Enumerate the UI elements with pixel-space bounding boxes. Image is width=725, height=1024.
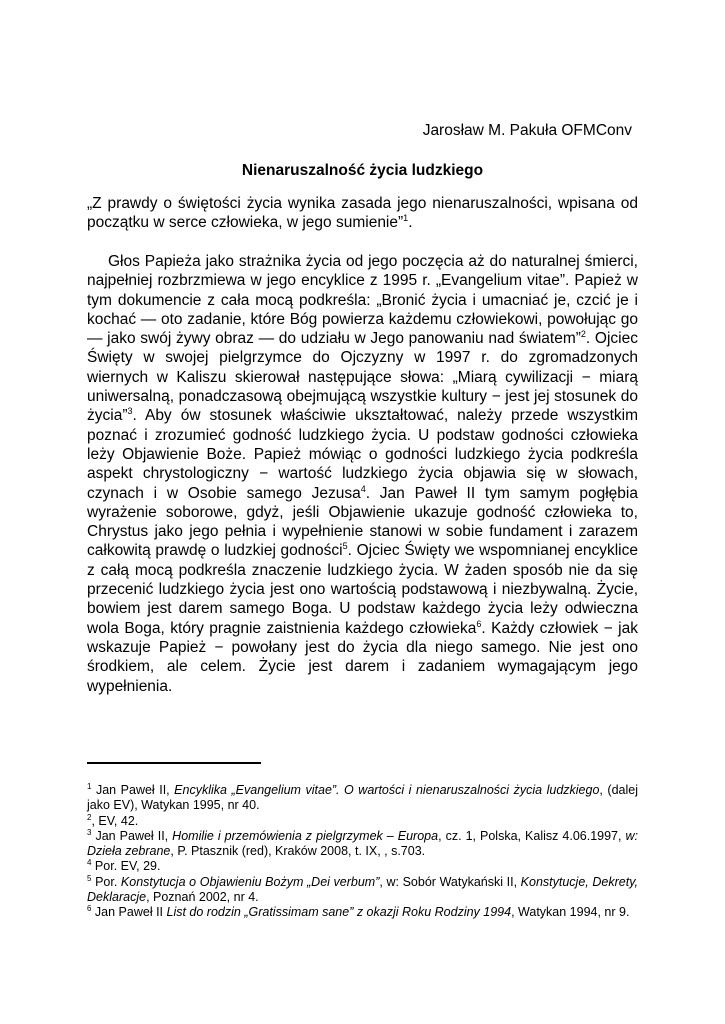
footnote-number: 1 (87, 781, 92, 791)
paragraph-text: . Jan Paweł II tym samym pogłębia wyrażenie soborowe, gdyż, jeśli Objawienie ukazuje godność człowieka to, Chrystus jako jego pełnia i wypełnienie stanowi w sobie fundament i zarazem całkowitą prawdę o ludzkiej godności (87, 484, 638, 560)
footnote-text: Por. (91, 874, 121, 889)
footnote-italic-title: Homilie i przemówienia z pielgrzymek – Europa (172, 828, 439, 843)
footnote-ref[interactable]: 5 (342, 541, 348, 552)
footnote-number: 2 (87, 812, 92, 822)
footnote-ref[interactable]: 3 (127, 406, 133, 417)
opening-quote (87, 194, 638, 233)
footnote-ref[interactable]: 6 (476, 618, 482, 629)
footnote-3 (87, 829, 638, 860)
footnote-text: , P. Ptasznik (red), Kraków 2008, t. IX, , s.703. (170, 844, 426, 859)
paragraph-text: Głos Papieża jako strażnika życia od jego poczęcia aż do naturalnej śmierci, najpełniej rozbrzmiewa w jego encyklice z 1995 r. „Evangelium vitae”. Papież w tym dokumencie z cała mocą podkreśla: „Bronić życia i umacniać je, czcić je i kochać — oto zadanie, które Bóg powierza każdemu człowiekowi, powołując go — jako swój żywy obraz — do udziału w Jego panowaniu nad światem” (87, 253, 638, 348)
footnote-5 (87, 875, 638, 906)
footnote-text: Jan Paweł II, (91, 828, 173, 843)
footnote-text: , w: Sobór Watykański II, (379, 874, 521, 889)
footnote-text: Jan Paweł II, (91, 783, 175, 797)
footnote-text: , Watykan 1994, nr 9. (511, 905, 630, 920)
footnote-italic-title: Konstytucja o Objawieniu Bożym „Dei verbum” (120, 874, 380, 889)
paragraph-text: . Aby ów stosunek właściwie ukształtować, należy przede wszystkim poznać i zrozumieć godność ludzkiego życia. U podstaw godności człowieka leży Objawienie Boże. Papież mówiąc o godności ludzkiego życia podkreśla aspekt chrystologiczny − wartość ludzkiego życia objawia się w słowach, czynach i w Osobie samego Jezusa (87, 407, 638, 502)
footnote-ref[interactable]: 2 (580, 329, 586, 340)
quote-end: . (408, 214, 413, 232)
footnote-1 (87, 783, 638, 814)
footnote-italic-title: List do rodzin „Gratissimam sane” z okazji Roku Rodziny 1994 (166, 905, 512, 920)
footnote-number: 4 (87, 858, 92, 868)
paragraph-text: . Ojciec Święty we wspomnianej encyklice z całą mocą podkreśla znaczenie ludzkiego życia. W żaden sposób nie da się przecenić ludzkiego życia jest ono wartością podstawową i niezbywalną. Życie, bowiem jest darem samego Boga. U podstaw każdego życia leży odwieczna wola Boga, który pragnie zaistnienia każdego człowieka (87, 542, 638, 637)
quote-text: „Z prawdy o świętości życia wynika zasada jego nienaruszalności, wpisana od początku w serce człowieka, w jego sumienie” (87, 195, 638, 232)
footnote-number: 6 (87, 904, 92, 914)
footnote-text: , cz. 1, Polska, Kalisz 4.06.1997, (438, 828, 626, 843)
footnote-italic-title: w: Dzieła zebrane (87, 828, 639, 859)
footnote-2 (87, 814, 638, 829)
footnote-4 (87, 859, 638, 874)
document-title: Nienaruszalność życia ludzkiego (241, 162, 484, 179)
footnote-italic-title: Encyklika „Evangelium vitae”. O wartości i nienaruszalności życia ludzkiego (174, 783, 600, 797)
footnote-ref[interactable]: 4 (360, 483, 366, 494)
paragraph-text: . Każdy człowiek − jak wskazuje Papież − powołany jest do życia dla niego samego. Nie jest ono środkiem, ale celem. Życie jest darem i zadaniem wymagającym jego wypełnienia. (87, 619, 638, 695)
footnote-italic-title: Konstytucje, Dekrety, Deklaracje (87, 874, 638, 905)
body-paragraph (87, 252, 638, 696)
footnote-text: , (dalej jako EV), Watykan 1995, nr 40. (87, 783, 638, 813)
footnote-text: , Poznań 2002, nr 4. (146, 890, 259, 905)
footnote-text: Jan Paweł II (91, 905, 167, 920)
footnote-text: Por. EV, 29. (91, 859, 161, 874)
footnote-ref[interactable]: 1 (403, 213, 409, 224)
footnote-number: 5 (87, 873, 92, 883)
footnotes (87, 783, 638, 921)
paragraph-text: . Ojciec Święty w swojej pielgrzymce do Ojczyzny w 1997 r. do zgromadzonych wiernych w Kaliszu skierował następujące słowa: „Miarą cywilizacji − miarą uniwersalną, ponadczasową obejmującą wszystkie kultury − jest jej stosunek do życia” (87, 330, 638, 425)
author-line: Jarosław M. Pakuła OFMConv (422, 122, 632, 139)
footnote-6 (87, 905, 638, 920)
footnote-text: , EV, 42. (91, 813, 139, 828)
footnote-separator (87, 762, 261, 764)
footnote-number: 3 (87, 827, 92, 837)
